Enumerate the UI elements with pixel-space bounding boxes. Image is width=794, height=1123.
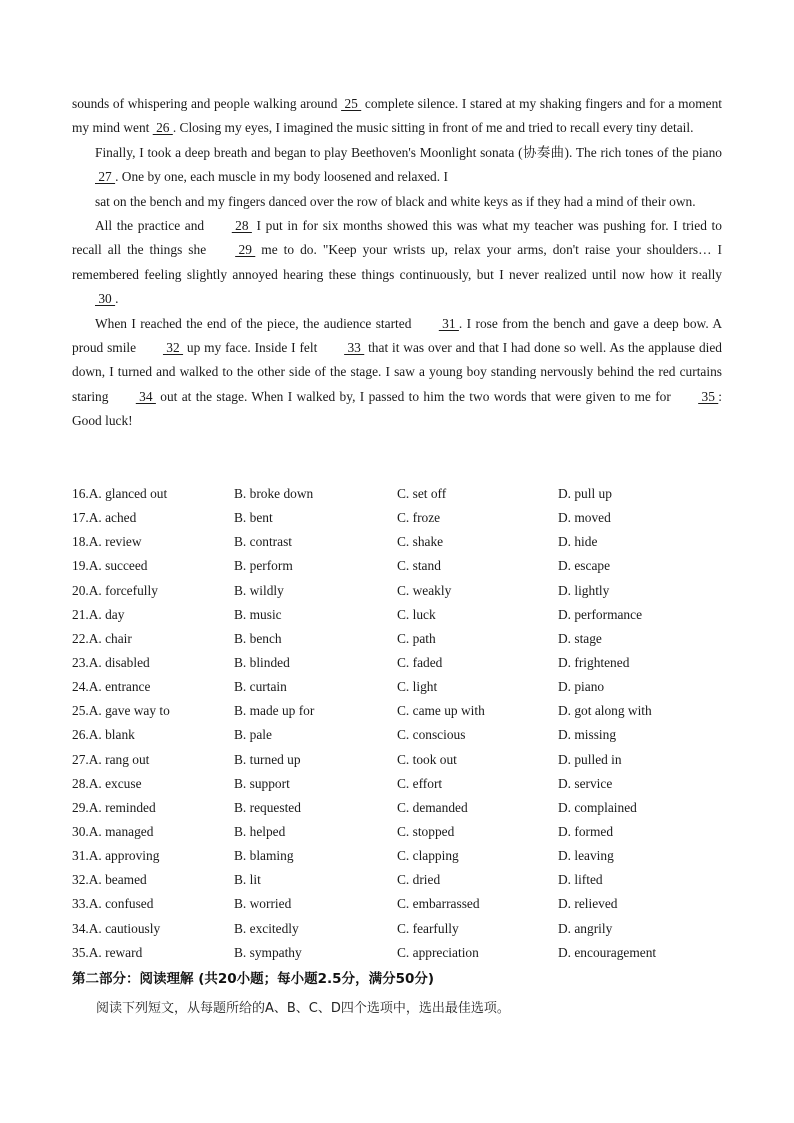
- option-b: B. worried: [234, 896, 292, 912]
- option-a: 17.A. ached: [72, 510, 137, 526]
- passage-text: out at the stage. When I walked by, I passed to him the two words that were given to me for: [155, 388, 676, 404]
- question-row: [72, 772, 752, 796]
- option-a: 28.A. excuse: [72, 775, 142, 791]
- passage-paragraph-3: [72, 190, 722, 214]
- option-c: C. conscious: [397, 727, 466, 743]
- passage-text: that it was over and that I had done so well. As the applause died down, I turned and walked to the other side of the stage. I saw a young boy standing nervously behind the red curtains staring: [72, 340, 722, 404]
- option-d: D. pulled in: [558, 751, 622, 767]
- option-b: B. sympathy: [234, 944, 302, 960]
- option-d: D. leaving: [558, 848, 614, 864]
- question-row: [72, 603, 752, 627]
- option-b: B. made up for: [234, 703, 315, 719]
- option-c: C. set off: [397, 486, 447, 501]
- option-c: C. path: [397, 630, 436, 646]
- passage-text: .: [115, 291, 119, 307]
- passage-text: All the practice and: [95, 218, 209, 234]
- question-row: [72, 482, 752, 506]
- question-row: [72, 941, 752, 965]
- option-a: 29.A. reminded: [72, 799, 156, 815]
- option-c: C. effort: [397, 775, 443, 791]
- option-b: B. blinded: [234, 654, 290, 670]
- option-a: 18.A. review: [72, 534, 142, 550]
- option-d: D. piano: [558, 679, 605, 695]
- option-d: D. complained: [558, 799, 637, 815]
- passage-text: When I reached the end of the piece, the audience started: [95, 315, 416, 331]
- option-c: C. stand: [397, 558, 441, 574]
- question-row: [72, 796, 752, 820]
- option-c: C. weakly: [397, 582, 452, 598]
- option-c: C. dried: [397, 872, 441, 888]
- option-c: C. luck: [397, 606, 436, 622]
- question-row: [72, 554, 752, 578]
- option-c: C. light: [397, 679, 438, 695]
- option-b: B. perform: [234, 558, 293, 574]
- option-c: C. clapping: [397, 848, 459, 864]
- option-d: D. relieved: [558, 896, 618, 912]
- option-d: D. encouragement: [558, 944, 657, 960]
- answer-options: [72, 482, 752, 965]
- passage-text: . One by one, each muscle in my body loosened and relaxed. I: [115, 169, 448, 185]
- question-row: [72, 917, 752, 941]
- question-row: [72, 844, 752, 868]
- question-row: [72, 699, 752, 723]
- blank-28: 28: [231, 218, 252, 234]
- passage-paragraph-5: [72, 312, 722, 434]
- option-b: B. support: [234, 775, 290, 791]
- passage-text: . Closing my eyes, I imagined the music sitting in front of me and tried to recall every tiny detail.: [172, 120, 694, 136]
- option-a: 35.A. reward: [72, 944, 143, 960]
- option-a: 27.A. rang out: [72, 751, 150, 767]
- passage-text: : Good luck!: [72, 388, 722, 429]
- option-c: C. stopped: [397, 823, 455, 839]
- option-a: 24.A. entrance: [72, 679, 151, 695]
- option-c: C. demanded: [397, 799, 468, 815]
- option-b: B. turned up: [234, 751, 301, 767]
- passage-paragraph-2: [72, 141, 722, 190]
- question-row: [72, 868, 752, 892]
- option-d: D. stage: [558, 630, 602, 646]
- option-d: D. lightly: [558, 582, 610, 598]
- option-b: B. bent: [234, 510, 273, 526]
- option-a: 22.A. chair: [72, 630, 132, 646]
- passage-paragraph-4: [72, 214, 722, 312]
- option-b: B. lit: [234, 872, 261, 888]
- cloze-passage: [72, 92, 722, 434]
- option-b: B. wildly: [234, 582, 284, 598]
- passage-text: . I rose from the bench and gave a deep bow. A proud smile: [72, 315, 723, 356]
- option-a: 19.A. succeed: [72, 558, 148, 574]
- option-b: B. contrast: [234, 534, 293, 550]
- option-c: C. faded: [397, 654, 443, 670]
- option-b: B. music: [234, 606, 282, 622]
- question-row: [72, 627, 752, 651]
- passage-text: sounds of whispering and people walking around: [72, 96, 342, 111]
- option-d: D. moved: [558, 510, 611, 526]
- question-row: [72, 579, 752, 603]
- option-c: C. shake: [397, 534, 444, 550]
- passage-text: I put in for six months showed this was what my teacher was pushing for. I tried to recall all the things she: [72, 218, 722, 258]
- option-a: 21.A. day: [72, 606, 125, 622]
- option-a: 33.A. confused: [72, 896, 154, 912]
- option-a: 25.A. gave way to: [72, 703, 170, 719]
- option-a: 23.A. disabled: [72, 654, 150, 670]
- option-c: C. embarrassed: [397, 896, 480, 912]
- option-b: B. broke down: [234, 486, 314, 501]
- option-b: B. bench: [234, 630, 282, 646]
- blank-35: 35: [698, 388, 719, 404]
- option-d: D. angrily: [558, 920, 613, 936]
- option-c: C. froze: [397, 510, 441, 526]
- option-d: D. frightened: [558, 654, 630, 670]
- blank-29: 29: [235, 242, 256, 258]
- blank-31: 31: [438, 315, 459, 331]
- question-row: [72, 530, 752, 554]
- blank-32: 32: [162, 340, 184, 356]
- option-a: 31.A. approving: [72, 848, 160, 864]
- question-row: [72, 723, 752, 747]
- option-d: D. got along with: [558, 703, 652, 719]
- option-d: D. lifted: [558, 872, 603, 888]
- option-a: 30.A. managed: [72, 823, 154, 839]
- blank-26: 26: [152, 120, 173, 136]
- option-a: 32.A. beamed: [72, 872, 147, 888]
- blank-25: 25: [341, 96, 362, 111]
- option-c: C. took out: [397, 751, 457, 767]
- passage-text: up my face. Inside I felt: [183, 340, 322, 356]
- option-c: C. came up with: [397, 703, 485, 719]
- option-a: 20.A. forcefully: [72, 582, 158, 598]
- option-c: C. appreciation: [397, 944, 479, 960]
- option-a: 16.A. glanced out: [72, 486, 168, 501]
- option-d: D. hide: [558, 534, 598, 550]
- option-d: D. pull up: [558, 486, 612, 501]
- option-b: B. pale: [234, 727, 272, 743]
- option-b: B. helped: [234, 823, 286, 839]
- option-d: D. performance: [558, 606, 643, 622]
- passage-paragraph-1: [72, 92, 722, 141]
- option-b: B. blaming: [234, 848, 294, 864]
- question-row: [72, 675, 752, 699]
- option-b: B. requested: [234, 799, 301, 815]
- passage-text: sat on the bench and my fingers danced over the row of black and white keys as if they had a mind of their own.: [95, 193, 696, 209]
- blank-30: 30: [95, 291, 116, 307]
- option-c: C. fearfully: [397, 920, 459, 936]
- option-d: D. escape: [558, 558, 611, 574]
- option-d: D. service: [558, 775, 613, 791]
- section-instruction: 阅读下列短文，从每题所给的A、B、C、D四个选项中，选出最佳选项。: [96, 1001, 510, 1016]
- question-row: [72, 506, 752, 530]
- blank-34: 34: [135, 388, 156, 404]
- option-b: B. excitedly: [234, 920, 299, 936]
- option-a: 26.A. blank: [72, 727, 135, 743]
- option-b: B. curtain: [234, 679, 287, 695]
- passage-text: me to do. "Keep your wrists up, relax your arms, don't raise your shoulders… I remembered feeling slightly annoyed hearing these things continuously, but I never realized until now how it really: [72, 242, 722, 282]
- question-row: [72, 892, 752, 916]
- question-row: [72, 820, 752, 844]
- passage-text: complete silence. I stared at my shaking fingers and for a moment my mind went: [72, 96, 722, 136]
- option-a: 34.A. cautiously: [72, 920, 161, 936]
- question-row: [72, 748, 752, 772]
- blank-33: 33: [344, 340, 365, 356]
- option-d: D. formed: [558, 823, 614, 839]
- section-heading: 第二部分：阅读理解 (共20小题；每小题2.5分，满分50分): [72, 971, 435, 987]
- passage-text: Finally, I took a deep breath and began to play Beethoven's Moonlight sonata (协奏曲). The rich tones of the piano: [95, 144, 722, 160]
- blank-27: 27: [95, 169, 116, 185]
- question-row: [72, 651, 752, 675]
- option-d: D. missing: [558, 727, 617, 743]
